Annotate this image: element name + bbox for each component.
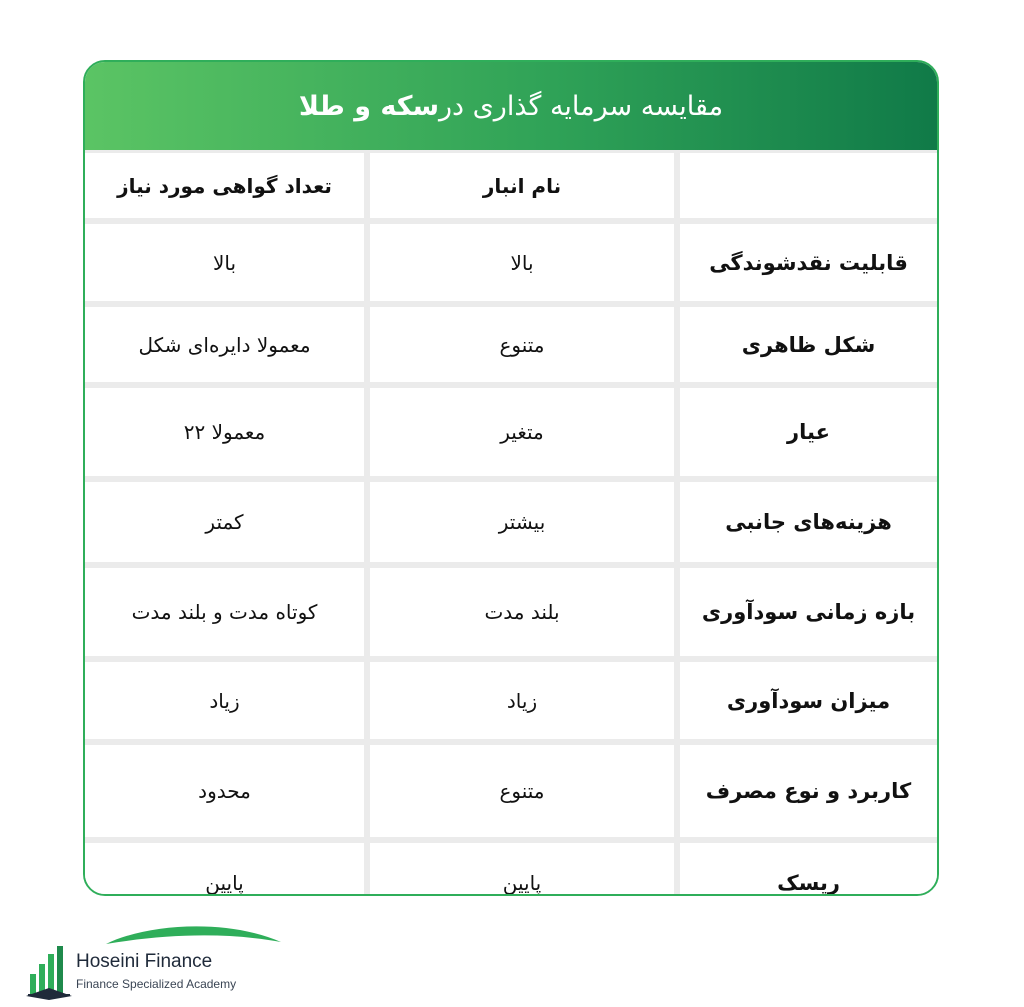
title-bold: سکه و طلا bbox=[298, 90, 440, 122]
table-cell: متنوع bbox=[370, 307, 674, 382]
table-cell: بیشتر bbox=[370, 482, 674, 562]
row-label: میزان سودآوری bbox=[680, 662, 937, 739]
row-label: کاربرد و نوع مصرف bbox=[680, 745, 937, 837]
table-cell: زیاد bbox=[370, 662, 674, 739]
table-cell: بالا bbox=[370, 224, 674, 301]
brand-name: Hoseini Finance bbox=[76, 951, 213, 972]
brand-tagline: Finance Specialized Academy bbox=[76, 977, 237, 991]
table-cell: بالا bbox=[85, 224, 364, 301]
table-cell: پایین bbox=[370, 843, 674, 896]
row-label: قابلیت نقدشوندگی bbox=[680, 224, 937, 301]
title-main: مقایسه سرمایه گذاری در bbox=[439, 90, 724, 122]
table-cell: زیاد bbox=[85, 662, 364, 739]
row-label: هزینه‌های جانبی bbox=[680, 482, 937, 562]
table-cell: متنوع bbox=[370, 745, 674, 837]
table-title bbox=[85, 62, 937, 150]
table-cell: پایین bbox=[85, 843, 364, 896]
table-cell: کمتر bbox=[85, 482, 364, 562]
table-cell: محدود bbox=[85, 745, 364, 837]
table-cell: کوتاه مدت و بلند مدت bbox=[85, 568, 364, 656]
brand-logo bbox=[24, 922, 264, 1002]
row-label: شکل ظاهری bbox=[680, 307, 937, 382]
header-certificates: تعداد گواهی مورد نیاز bbox=[85, 153, 364, 218]
row-label: عیار bbox=[680, 388, 937, 476]
header-empty bbox=[680, 153, 937, 218]
table-cell: بلند مدت bbox=[370, 568, 674, 656]
table-cell: معمولا دایره‌ای شکل bbox=[85, 307, 364, 382]
swoosh-icon bbox=[106, 922, 281, 952]
comparison-table bbox=[85, 150, 937, 894]
row-label: بازه زمانی سودآوری bbox=[680, 568, 937, 656]
table-cell: متغیر bbox=[370, 388, 674, 476]
comparison-card bbox=[83, 60, 939, 896]
row-label: ریسک bbox=[680, 843, 937, 896]
bar-chart-logo-icon bbox=[24, 944, 74, 1000]
table-cell: معمولا ۲۲ bbox=[85, 388, 364, 476]
header-warehouse: نام انبار bbox=[370, 153, 674, 218]
